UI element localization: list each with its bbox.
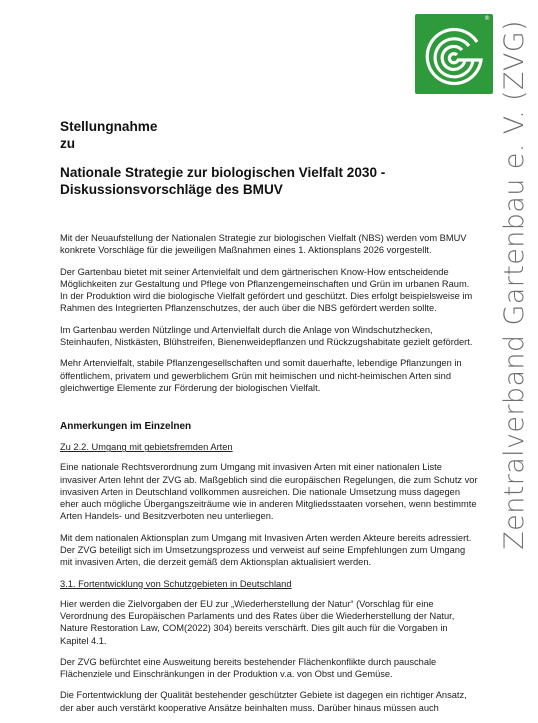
intro-paragraph: Mehr Artenvielfalt, stabile Pflanzengesellschaften und somit dauerhafte, lebendige Pflanzungen in öffentlichem, privatem und gewerblichem Grün mit heimischen und nicht-heimischen Arten sind gleichwertige Elemente zur Förderung der biologischen Vielfalt. — [60, 358, 462, 393]
doc-title-line1: Nationale Strategie zur biologischen Vielfalt 2030 - — [60, 165, 386, 180]
section-heading: Anmerkungen im Einzelnen — [60, 421, 192, 433]
intro-paragraph: Mit der Neuaufstellung der Nationalen Strategie zur biologischen Vielfalt (NBS) werden vom BMUV konkrete Vorschläge für die jeweiligen Maßnahmen eines 1. Aktionsplans 2026 vorgestellt. — [60, 233, 467, 256]
doc-type-zu: zu — [60, 136, 76, 151]
subsection-heading: 3.1. Fortentwicklung von Schutzgebieten in Deutschland — [60, 578, 292, 589]
doc-title-line2: Diskussionsvorschläge des BMUV — [60, 182, 283, 197]
zvg-logo — [415, 14, 493, 94]
intro-paragraph: Im Gartenbau werden Nützlinge und Artenvielfalt durch die Anlage von Windschutzhecken, Steinhaufen, Nistkästen, Blühstreifen, Bienenweidepflanzen und Rückzugshabitate gezielt gefördert. — [60, 324, 473, 348]
subsection-heading: Zu 2.2. Umgang mit gebietsfremden Arten — [60, 442, 233, 453]
section-paragraph: Hier werden die Zielvorgaben der EU zur „Wiederherstellung der Natur“ (Vorschlag für eine Verordnung des Europäischen Parlaments und des Rates über die Wiederherstellung der Natur, Nature Restoration Law, COM(2022) 304) bereits verschärft. Dies gilt auch für die Vorgaben in Kapitel 4.1. — [60, 598, 455, 646]
document-body — [60, 118, 478, 723]
section-paragraph: Mit dem nationalen Aktionsplan zum Umgang mit Invasiven Arten werden Akteure bereits adressiert. Der ZVG beteiligt sich im Umsetzungsprozess und verweist auf seine Empfehlungen zum Umgang mit invasiven Arten, die derzeit gemäß dem Aktionsplan aktualisiert werden. — [60, 532, 472, 568]
section-paragraph: Der ZVG befürchtet eine Ausweitung bereits bestehender Flächenkonflikte durch pauschale Flächenziele und Einschränkungen in der Produktion v.a. von Obst und Gemüse. — [60, 656, 437, 680]
sidebar-organization-title: Zentralverband Gartenbau e. V. (ZVG) — [498, 20, 530, 550]
doc-type-heading: Stellungnahme — [60, 119, 158, 134]
logo-spiral-icon — [415, 14, 493, 94]
section-paragraph: Die Fortentwicklung der Qualität bestehender geschützter Gebiete ist dagegen ein richtiger Ansatz, der aber auch verstärkt kooperative Ansätze beinhalten muss. Darüber hinaus müssen auch — [60, 690, 467, 713]
section-paragraph: Eine nationale Rechtsverordnung zum Umgang mit invasiven Arten mit einer nationalen Liste invasiver Arten lehnt der ZVG ab. Maßgeblich sind die europäischen Regelungen, die zum Schutz vor invasiven Arten in Deutschland vollkommen ausreichen. Die nationale Umsetzung muss dagegen eher auch mögliche Übergangszeiträume wie in anderen Mitgliedsstaaten vorsehen, wenn bestimmte Arten Handels- und Besitzverboten neu unterliegen. — [60, 462, 478, 522]
intro-paragraph: Der Gartenbau bietet mit seiner Artenvielfalt und dem gärtnerischen Know-How entscheidende Möglichkeiten zur Gestaltung und Pflege von Pflanzengemeinschaften und Grün im urbanen Raum. In der Produktion wird die biologische Vielfalt gefördert und geschützt. Dies erfolgt beispielsweise im Rahmen des Integrierten Pflanzenschutzes, der auch über die NBS gefördert werden sollte. — [60, 266, 473, 314]
registered-mark: ® — [484, 15, 490, 22]
